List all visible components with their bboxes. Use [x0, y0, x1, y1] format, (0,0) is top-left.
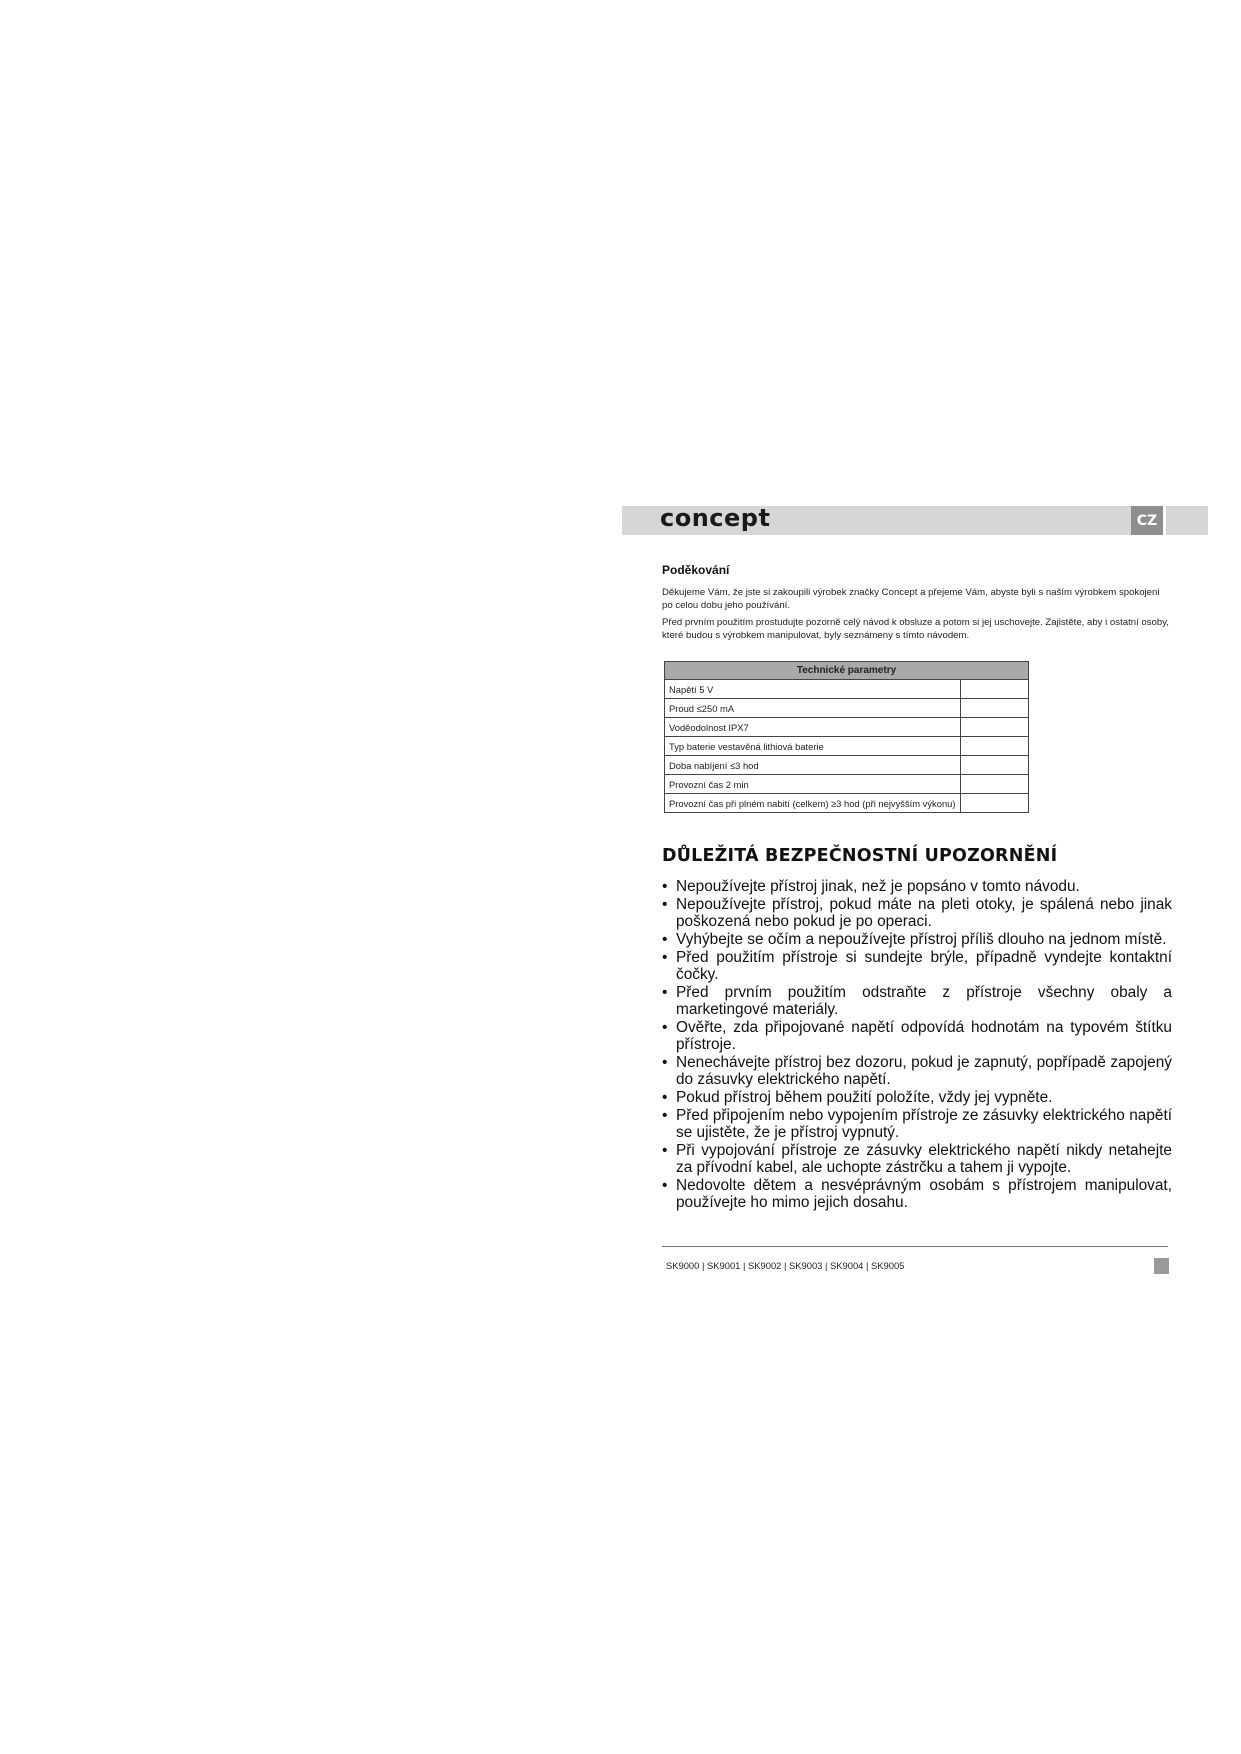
table-cell-empty: [960, 794, 1028, 813]
table-cell-empty: [960, 680, 1028, 699]
safety-list: [662, 878, 1172, 1212]
list-item: • Před použitím přístroje si sundejte brýle, případně vyndejte kontaktní čočky.: [662, 949, 1172, 983]
list-item: • Nepoužívejte přístroj jinak, než je popsáno v tomto návodu.: [662, 878, 1172, 895]
table-row: [665, 680, 1029, 699]
list-item: • Ověřte, zda připojované napětí odpovídá hodnotám na typovém štítku přístroje.: [662, 1019, 1172, 1053]
list-item: • Nedovolte dětem a nesvéprávným osobám s přístrojem manipulovat, používejte ho mimo jejich dosahu.: [662, 1177, 1172, 1211]
list-item: • Pokud přístroj během použití položíte, vždy jej vypněte.: [662, 1089, 1172, 1106]
list-item: • Před prvním použitím odstraňte z přístroje všechny obaly a marketingové materiály.: [662, 984, 1172, 1018]
table-row: [665, 775, 1029, 794]
table-cell: Provozní čas při plném nabití (celkem) ≥3 hod (při nejvyšším výkonu): [665, 794, 961, 813]
list-item: • Při vypojování přístroje ze zásuvky elektrického napětí nikdy netahejte za přívodní kabel, ale uchopte zástrčku a tahem ji vypojte.: [662, 1142, 1172, 1176]
header-bar-tail: [1166, 506, 1208, 535]
thanks-paragraph: Děkujeme Vám, že jste si zakoupili výrobek značky Concept a přejeme Vám, abyste byli s naším výrobkem spokojeni po celou dobu jeho používání.: [662, 587, 1160, 611]
table-row: [665, 699, 1029, 718]
table-cell: Napětí 5 V: [665, 680, 961, 699]
table-row: [665, 737, 1029, 756]
list-item: • Nenechávejte přístroj bez dozoru, pokud je zapnutý, popřípadě zapojený do zásuvky elektrického napětí.: [662, 1054, 1172, 1088]
table-cell: Provozní čas 2 min: [665, 775, 961, 794]
language-badge: CZ: [1131, 506, 1163, 535]
table-row: [665, 718, 1029, 737]
table-cell-empty: [960, 737, 1028, 756]
table-cell: Proud ≤250 mA: [665, 699, 961, 718]
list-item: • Nepoužívejte přístroj, pokud máte na pleti otoky, je spálená nebo jinak poškozená nebo pokud je po operaci.: [662, 896, 1172, 930]
table-cell-empty: [960, 699, 1028, 718]
thanks-heading: Poděkování: [662, 563, 730, 577]
technical-parameters-table: [664, 661, 1029, 813]
list-item: • Vyhýbejte se očím a nepoužívejte přístroj příliš dlouho na jednom místě.: [662, 931, 1172, 948]
table-cell-empty: [960, 718, 1028, 737]
table-cell-empty: [960, 775, 1028, 794]
instructions-paragraph: Před prvním použitím prostudujte pozorně celý návod k obsluze a potom si jej uschovejte. Zajistěte, aby i ostatní osoby, které budou s výrobkem manipulovat, byly seznámeny s tímto návodem.: [662, 617, 1169, 641]
table-row: [665, 794, 1029, 813]
table-cell: Voděodolnost IPX7: [665, 718, 961, 737]
list-item: • Před připojením nebo vypojením přístroje ze zásuvky elektrického napětí se ujistěte, že je přístroj vypnutý.: [662, 1107, 1172, 1141]
table-row: [665, 756, 1029, 775]
table-cell: Typ baterie vestavěná lithiová baterie: [665, 737, 961, 756]
table-header: Technické parametry: [665, 662, 1029, 680]
table-cell: Doba nabíjení ≤3 hod: [665, 756, 961, 775]
footer-divider: [662, 1246, 1168, 1247]
table-cell-empty: [960, 756, 1028, 775]
brand-logo: concept: [660, 504, 771, 532]
footer-model-numbers: SK9000 | SK9001 | SK9002 | SK9003 | SK9004 | SK9005: [666, 1260, 905, 1271]
safety-heading: DŮLEŽITÁ BEZPEČNOSTNÍ UPOZORNĚNÍ: [662, 846, 1058, 866]
page-marker: [1154, 1258, 1169, 1274]
